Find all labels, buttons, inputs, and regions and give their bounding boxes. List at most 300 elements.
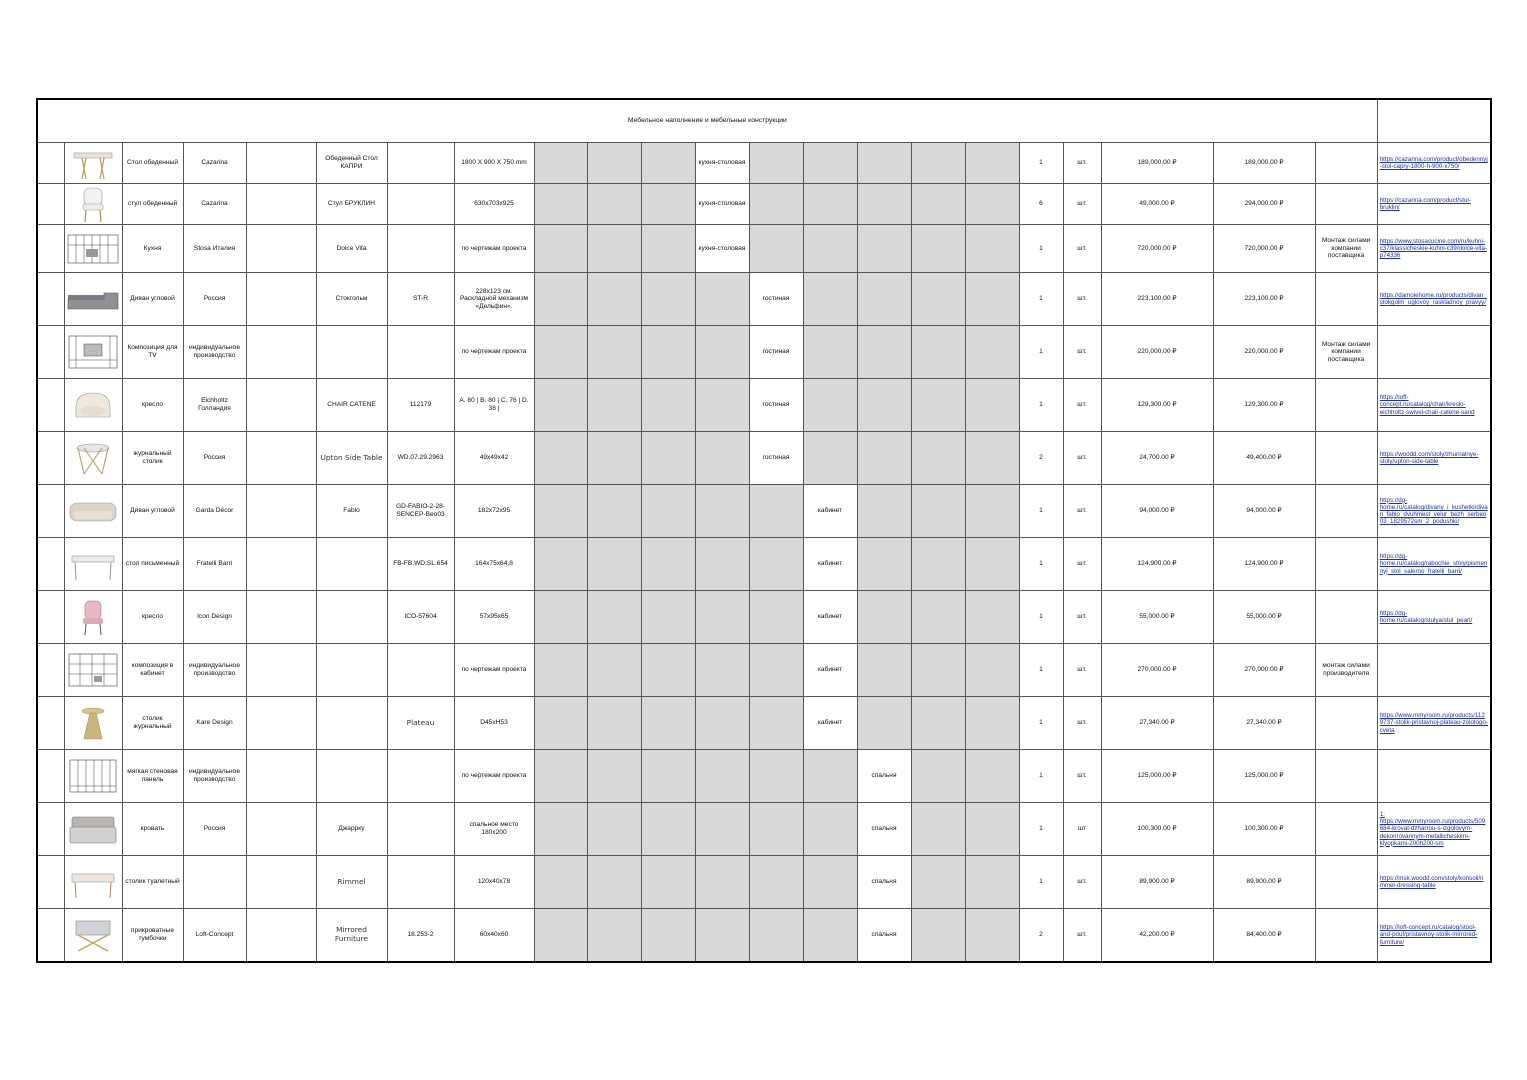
room-cell-living: [749, 225, 803, 273]
item-total: 124,900.00 ₽: [1213, 538, 1315, 591]
gray-cell: [965, 379, 1019, 432]
gray-cell: [965, 644, 1019, 697]
room-cell-kitchen: [695, 591, 749, 644]
item-qty: 1: [1019, 750, 1063, 803]
item-qty: 6: [1019, 184, 1063, 225]
table-row: [37, 225, 1491, 273]
item-note: [1315, 591, 1377, 644]
gray-cell: [641, 538, 695, 591]
row-number-cell: [37, 750, 64, 803]
item-name: столик журнальный: [122, 697, 183, 750]
item-spacer-cell: [246, 379, 316, 432]
nightstand-icon: [66, 915, 120, 955]
item-image-cell: [64, 538, 122, 591]
bed-icon: [66, 809, 120, 849]
item-size: 120x40x78: [454, 856, 534, 909]
item-unit: шт.: [1063, 485, 1101, 538]
item-total: 100,300.00 ₽: [1213, 803, 1315, 856]
item-price: 223,100.00 ₽: [1101, 273, 1213, 326]
item-total: 720,000.00 ₽: [1213, 225, 1315, 273]
gray-cell: [534, 184, 587, 225]
row-number-cell: [37, 184, 64, 225]
gray-cell: [641, 432, 695, 485]
table-row: [37, 184, 1491, 225]
room-cell-living: [749, 184, 803, 225]
room-cell-bedroom: [857, 591, 911, 644]
item-model: CHAIR CATENE: [316, 379, 387, 432]
item-article: ICO-57604: [387, 591, 454, 644]
item-unit: шт.: [1063, 273, 1101, 326]
item-size: 49x49x42: [454, 432, 534, 485]
gray-cell: [965, 225, 1019, 273]
item-link[interactable]: https://cazarina.com/product/stul-bruklin/: [1377, 184, 1491, 225]
gray-cell: [641, 909, 695, 963]
gray-cell: [911, 591, 965, 644]
item-model: [316, 591, 387, 644]
gray-cell: [911, 803, 965, 856]
gray-cell: [534, 803, 587, 856]
item-link[interactable]: https://loft-concept.ru/catalog/stool-and-pouf/pristavnoy-stolik-mirrored-furniture/: [1377, 909, 1491, 963]
gray-cell: [641, 326, 695, 379]
item-spacer-cell: [246, 803, 316, 856]
room-cell-living: [749, 538, 803, 591]
item-size: 164x75x64,8: [454, 538, 534, 591]
gray-cell: [641, 591, 695, 644]
item-image-cell: [64, 803, 122, 856]
item-link[interactable]: https://www.stosacucine.com/ru/kuhni-c37/klassicheskie-kuhni-c39/dolce-vita-p74336: [1377, 225, 1491, 273]
item-link[interactable]: https://dg-home.ru/catalog/divany_i_kushetki/divan_fablo_dvuhmest_velur_bezh_serbeo03_1829572sm_2_podushki/: [1377, 485, 1491, 538]
row-number-cell: [37, 909, 64, 963]
room-cell-living: гостиная: [749, 326, 803, 379]
item-model: Mirrored Furniture: [316, 909, 387, 963]
item-image-cell: [64, 326, 122, 379]
gray-cell: [641, 697, 695, 750]
item-price: 24,700.00 ₽: [1101, 432, 1213, 485]
gray-cell: [911, 326, 965, 379]
item-spacer-cell: [246, 485, 316, 538]
item-brand: индивидуальное производство: [183, 644, 246, 697]
gray-cell: [534, 538, 587, 591]
item-unit: шт.: [1063, 143, 1101, 184]
gray-cell: [641, 143, 695, 184]
item-brand: Garda Décor: [183, 485, 246, 538]
item-image-cell: [64, 184, 122, 225]
gray-cell: [911, 697, 965, 750]
gray-cell: [534, 143, 587, 184]
room-cell-study: [803, 432, 857, 485]
item-article: [387, 326, 454, 379]
item-price: 89,900.00 ₽: [1101, 856, 1213, 909]
gray-cell: [587, 909, 641, 963]
gray-cell: [965, 184, 1019, 225]
row-number-cell: [37, 591, 64, 644]
item-size: 630x703x925: [454, 184, 534, 225]
item-total: 84,400.00 ₽: [1213, 909, 1315, 963]
item-model: Upton Side Table: [316, 432, 387, 485]
item-total: 189,000.00 ₽: [1213, 143, 1315, 184]
item-spacer-cell: [246, 225, 316, 273]
furniture-spec-table: [36, 98, 1492, 963]
item-spacer-cell: [246, 750, 316, 803]
item-link[interactable]: https://damoiehome.ru/products/divan_stokgolm_uglovoy_raskladnoy_pravyy/: [1377, 273, 1491, 326]
item-total: 94,000.00 ₽: [1213, 485, 1315, 538]
table-header-row: [37, 99, 1491, 143]
pink-chair-icon: [66, 597, 120, 637]
item-qty: 1: [1019, 856, 1063, 909]
gray-cell: [534, 379, 587, 432]
item-brand: [183, 856, 246, 909]
gray-cell: [911, 750, 965, 803]
room-cell-kitchen: [695, 909, 749, 963]
item-price: 720,000.00 ₽: [1101, 225, 1213, 273]
item-link[interactable]: https://woodd.com/stoly/zhurnalnye-stoly/upton-side-table: [1377, 432, 1491, 485]
item-name: стул обеденный: [122, 184, 183, 225]
item-spacer-cell: [246, 697, 316, 750]
room-cell-kitchen: кухня-столовая: [695, 143, 749, 184]
item-article: ST-R: [387, 273, 454, 326]
item-image-cell: [64, 485, 122, 538]
item-image-cell: [64, 697, 122, 750]
room-cell-study: кабинет: [803, 538, 857, 591]
item-qty: 1: [1019, 697, 1063, 750]
item-size: по чертежам проекта: [454, 644, 534, 697]
table-row: [37, 750, 1491, 803]
room-cell-study: [803, 326, 857, 379]
item-model: Обеденный Стол КАПРИ: [316, 143, 387, 184]
gray-cell: [534, 432, 587, 485]
gray-cell: [965, 856, 1019, 909]
item-brand: Cazarina: [183, 143, 246, 184]
kitchen-drawing-icon: [66, 229, 120, 269]
room-cell-kitchen: [695, 379, 749, 432]
room-cell-bedroom: спальня: [857, 909, 911, 963]
item-spacer-cell: [246, 591, 316, 644]
gray-cell: [965, 143, 1019, 184]
item-link[interactable]: [1377, 326, 1491, 379]
table-row: [37, 432, 1491, 485]
item-link[interactable]: 1; https://www.mmyroom.ru/products/509684-krovat-dzharrou-s-izgolovym-dekorirovannym-metallicheskimi-klyopkami-200h200-sm: [1377, 803, 1491, 856]
sofa-icon: [66, 491, 120, 531]
gray-cell: [534, 644, 587, 697]
item-model: [316, 697, 387, 750]
item-qty: 1: [1019, 591, 1063, 644]
corner-sofa-icon: [66, 279, 120, 319]
item-qty: 1: [1019, 225, 1063, 273]
gray-cell: [965, 326, 1019, 379]
gray-cell: [587, 184, 641, 225]
item-model: [316, 644, 387, 697]
room-cell-living: [749, 909, 803, 963]
item-note: [1315, 697, 1377, 750]
room-cell-kitchen: [695, 538, 749, 591]
gray-cell: [534, 273, 587, 326]
header-empty-cell: [1377, 99, 1491, 143]
row-number-cell: [37, 803, 64, 856]
gray-cell: [911, 273, 965, 326]
table-row: [37, 697, 1491, 750]
item-brand: Россия: [183, 803, 246, 856]
item-note: [1315, 485, 1377, 538]
gray-cell: [534, 697, 587, 750]
item-total: 125,000.00 ₽: [1213, 750, 1315, 803]
room-cell-study: [803, 225, 857, 273]
item-spacer-cell: [246, 644, 316, 697]
gray-cell: [587, 803, 641, 856]
table-row: [37, 856, 1491, 909]
room-cell-bedroom: спальня: [857, 856, 911, 909]
item-image-cell: [64, 591, 122, 644]
item-model: Rimmel: [316, 856, 387, 909]
item-image-cell: [64, 273, 122, 326]
item-unit: шт.: [1063, 697, 1101, 750]
gray-cell: [911, 379, 965, 432]
row-number-cell: [37, 697, 64, 750]
item-spacer-cell: [246, 909, 316, 963]
item-spacer-cell: [246, 273, 316, 326]
room-cell-living: [749, 591, 803, 644]
room-cell-kitchen: [695, 432, 749, 485]
row-number-cell: [37, 379, 64, 432]
item-note: Монтаж силами компании поставщика: [1315, 326, 1377, 379]
item-unit: шт: [1063, 803, 1101, 856]
item-link[interactable]: https://dg-home.ru/catalog/rabochie_stoly/pismennyj_stol_salerno_fratelli_barri/: [1377, 538, 1491, 591]
room-cell-kitchen: [695, 803, 749, 856]
item-note: монтаж силами производителя: [1315, 644, 1377, 697]
dressing-table-icon: [66, 862, 120, 902]
gray-cell: [641, 485, 695, 538]
item-unit: шт.: [1063, 432, 1101, 485]
item-spacer-cell: [246, 432, 316, 485]
item-size: спальное место 180х200: [454, 803, 534, 856]
item-name: кресло: [122, 591, 183, 644]
item-size: по чертежам проекта: [454, 326, 534, 379]
item-image-cell: [64, 856, 122, 909]
gray-cell: [911, 644, 965, 697]
item-note: [1315, 432, 1377, 485]
item-price: 220,000.00 ₽: [1101, 326, 1213, 379]
item-article: 112179: [387, 379, 454, 432]
item-size: 228х123 см. Раскладной механизм «Дельфин».: [454, 273, 534, 326]
item-size: 1800 X 900 X 750 mm: [454, 143, 534, 184]
item-qty: 1: [1019, 143, 1063, 184]
item-brand: индивидуальное производство: [183, 326, 246, 379]
item-link[interactable]: https://cazarina.com/product/obedennyj-stol-capry-1800-h-900-x750/: [1377, 143, 1491, 184]
gray-cell: [965, 591, 1019, 644]
item-qty: 1: [1019, 538, 1063, 591]
item-unit: шт.: [1063, 856, 1101, 909]
gray-cell: [534, 909, 587, 963]
room-cell-bedroom: спальня: [857, 750, 911, 803]
room-cell-study: [803, 750, 857, 803]
room-cell-living: [749, 143, 803, 184]
table-row: [37, 273, 1491, 326]
room-cell-study: [803, 184, 857, 225]
item-name: Композиция для TV: [122, 326, 183, 379]
room-cell-study: [803, 856, 857, 909]
item-image-cell: [64, 909, 122, 963]
room-cell-study: кабинет: [803, 644, 857, 697]
gray-cell: [587, 856, 641, 909]
room-cell-bedroom: [857, 432, 911, 485]
item-name: журнальный столик: [122, 432, 183, 485]
item-note: [1315, 750, 1377, 803]
item-link[interactable]: https://dg-home.ru/catalog/stulya/stul_pearl/: [1377, 591, 1491, 644]
gray-cell: [587, 644, 641, 697]
item-spacer-cell: [246, 856, 316, 909]
gray-cell: [587, 591, 641, 644]
table-row: [37, 538, 1491, 591]
gray-cell: [911, 909, 965, 963]
item-article: 18.253-2: [387, 909, 454, 963]
room-cell-bedroom: [857, 143, 911, 184]
room-cell-study: [803, 273, 857, 326]
item-model: Стокгольм: [316, 273, 387, 326]
item-brand: Loft-Concept: [183, 909, 246, 963]
row-number-cell: [37, 326, 64, 379]
room-cell-bedroom: [857, 273, 911, 326]
item-note: [1315, 143, 1377, 184]
item-link[interactable]: https://www.mmyroom.ru/products/1129737-stolik-pristavnoj-plateau-zolotogo-cveta: [1377, 697, 1491, 750]
room-cell-kitchen: [695, 485, 749, 538]
item-image-cell: [64, 644, 122, 697]
item-brand: Россия: [183, 432, 246, 485]
room-cell-kitchen: [695, 326, 749, 379]
table-row: [37, 909, 1491, 963]
item-name: Кухня: [122, 225, 183, 273]
room-cell-bedroom: спальня: [857, 803, 911, 856]
item-article: [387, 803, 454, 856]
item-spacer-cell: [246, 538, 316, 591]
item-model: [316, 326, 387, 379]
item-unit: шт.: [1063, 326, 1101, 379]
item-spacer-cell: [246, 143, 316, 184]
item-article: [387, 856, 454, 909]
gray-cell: [534, 750, 587, 803]
gray-cell: [587, 697, 641, 750]
side-table-icon: [66, 703, 120, 743]
room-cell-bedroom: [857, 644, 911, 697]
item-spacer-cell: [246, 184, 316, 225]
table-row: [37, 485, 1491, 538]
item-total: 223,100.00 ₽: [1213, 273, 1315, 326]
item-article: [387, 225, 454, 273]
row-number-cell: [37, 856, 64, 909]
item-name: прикроватные тумбочки: [122, 909, 183, 963]
item-name: Диван угловой: [122, 485, 183, 538]
table-row: [37, 379, 1491, 432]
gray-cell: [587, 750, 641, 803]
item-image-cell: [64, 143, 122, 184]
item-qty: 1: [1019, 273, 1063, 326]
gray-cell: [965, 273, 1019, 326]
gray-cell: [641, 184, 695, 225]
item-name: столик туалетный: [122, 856, 183, 909]
item-image-cell: [64, 750, 122, 803]
item-price: 270,000.00 ₽: [1101, 644, 1213, 697]
section-title: Мебельное наполнение и мебельные конструкции: [37, 99, 1377, 143]
item-price: 129,300.00 ₽: [1101, 379, 1213, 432]
gray-cell: [911, 225, 965, 273]
room-cell-study: кабинет: [803, 485, 857, 538]
room-cell-living: [749, 803, 803, 856]
gray-cell: [965, 803, 1019, 856]
gray-cell: [587, 432, 641, 485]
gray-cell: [911, 432, 965, 485]
armchair-icon: [66, 385, 120, 425]
item-name: композиция в кабинет: [122, 644, 183, 697]
room-cell-bedroom: [857, 379, 911, 432]
item-link[interactable]: [1377, 750, 1491, 803]
item-price: 49,000.00 ₽: [1101, 184, 1213, 225]
table-row: [37, 591, 1491, 644]
item-total: 55,000.00 ₽: [1213, 591, 1315, 644]
item-brand: Fratelli Barri: [183, 538, 246, 591]
item-article: [387, 143, 454, 184]
item-note: [1315, 273, 1377, 326]
room-cell-living: [749, 697, 803, 750]
gray-cell: [965, 750, 1019, 803]
item-image-cell: [64, 379, 122, 432]
room-cell-study: кабинет: [803, 591, 857, 644]
room-cell-living: [749, 856, 803, 909]
item-qty: 1: [1019, 644, 1063, 697]
item-size: 182x72x95: [454, 485, 534, 538]
item-price: 55,000.00 ₽: [1101, 591, 1213, 644]
item-link[interactable]: [1377, 644, 1491, 697]
table-row: [37, 644, 1491, 697]
gray-cell: [534, 485, 587, 538]
room-cell-bedroom: [857, 225, 911, 273]
item-model: Джаррку: [316, 803, 387, 856]
gray-cell: [587, 379, 641, 432]
gray-cell: [965, 697, 1019, 750]
gray-cell: [587, 326, 641, 379]
row-number-cell: [37, 538, 64, 591]
item-brand: Россия: [183, 273, 246, 326]
item-article: [387, 750, 454, 803]
item-article: WD.07.29.2963: [387, 432, 454, 485]
room-cell-study: [803, 143, 857, 184]
item-qty: 1: [1019, 803, 1063, 856]
item-total: 220,000.00 ₽: [1213, 326, 1315, 379]
chair-icon: [66, 184, 120, 224]
item-qty: 1: [1019, 485, 1063, 538]
item-model: [316, 538, 387, 591]
gray-cell: [587, 273, 641, 326]
item-size: по чертежам проекта: [454, 225, 534, 273]
gray-cell: [587, 225, 641, 273]
wall-panel-drawing-icon: [66, 756, 120, 796]
room-cell-living: [749, 485, 803, 538]
item-link[interactable]: https://loft-concept.ru/catalog/chair/kreslo-eichholtz-swivel-chair-catene-sand: [1377, 379, 1491, 432]
item-brand: индивидуальное производство: [183, 750, 246, 803]
item-note: [1315, 184, 1377, 225]
item-article: Plateau: [387, 697, 454, 750]
room-cell-living: [749, 644, 803, 697]
room-cell-study: [803, 909, 857, 963]
gray-cell: [911, 538, 965, 591]
item-size: 57x95x65: [454, 591, 534, 644]
item-name: Диван угловой: [122, 273, 183, 326]
gray-cell: [965, 485, 1019, 538]
item-qty: 2: [1019, 909, 1063, 963]
gray-cell: [965, 909, 1019, 963]
item-total: 129,300.00 ₽: [1213, 379, 1315, 432]
tv-composition-drawing-icon: [66, 332, 120, 372]
item-unit: шт.: [1063, 538, 1101, 591]
item-model: [316, 750, 387, 803]
item-link[interactable]: https://msk.woodd.com/stoly/konsoli/rimmel-dressing-table: [1377, 856, 1491, 909]
